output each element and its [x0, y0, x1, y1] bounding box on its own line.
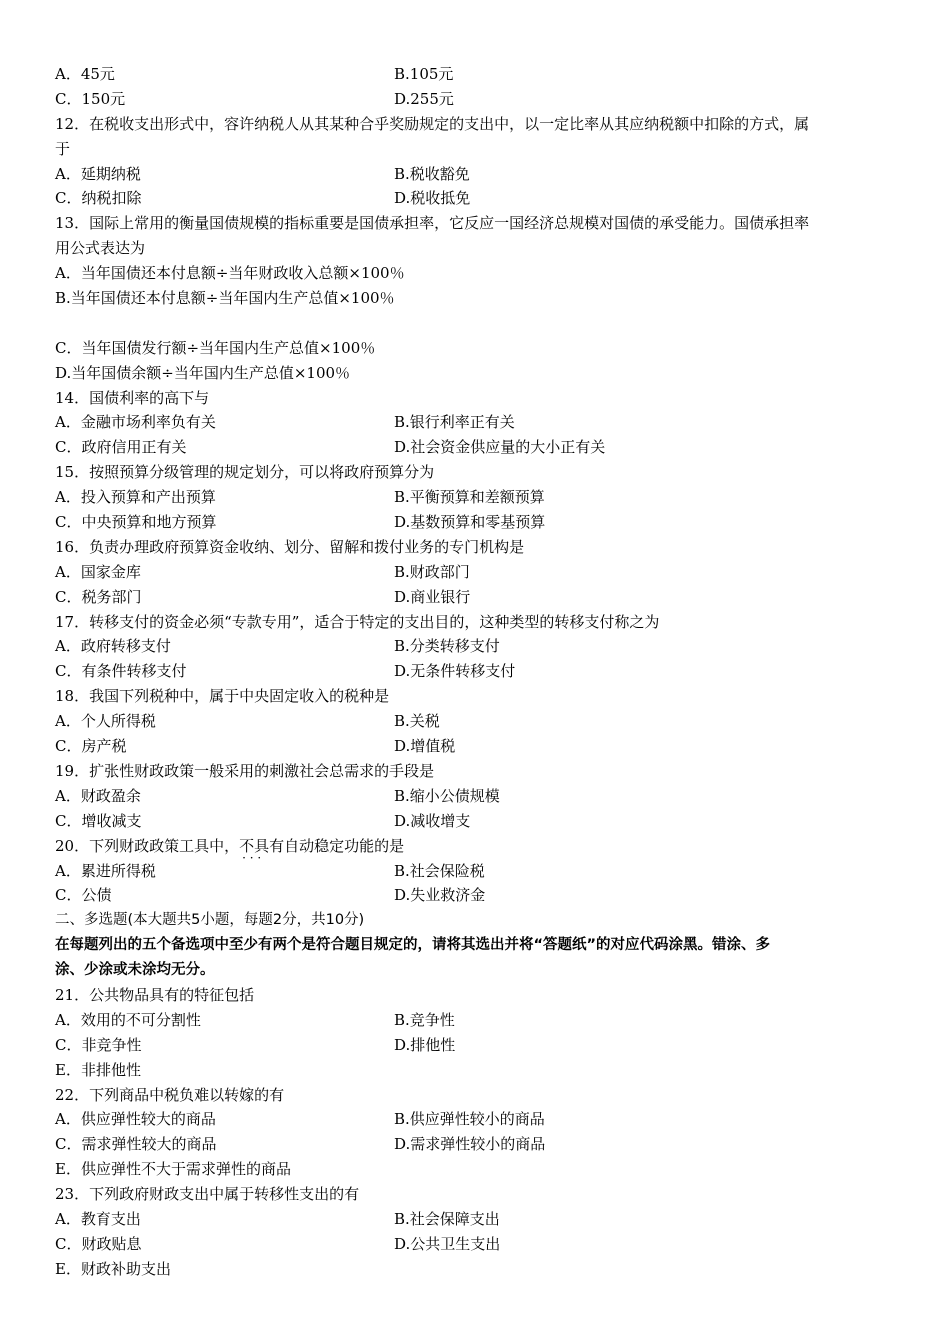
option-left: C．需求弹性较大的商品	[55, 1135, 217, 1154]
option-right: B.分类转移支付	[394, 637, 500, 656]
option-row	[55, 883, 895, 908]
option-right: D.减收增支	[394, 811, 471, 830]
option-row	[55, 62, 895, 87]
option-row	[55, 410, 895, 435]
option-left: C．财政贴息	[55, 1234, 142, 1253]
option-right: D.公共卫生支出	[394, 1234, 501, 1253]
option-row	[55, 87, 895, 112]
option-right: B.社会保障支出	[394, 1209, 500, 1228]
option-row	[55, 162, 895, 187]
section-heading: 二、多选题(本大题共5小题，每题2分，共10分)	[55, 912, 365, 929]
question-text: 自动稳定功能的是	[284, 836, 405, 855]
option-right: B.竞争性	[394, 1010, 455, 1029]
option-left: A．个人所得税	[55, 712, 156, 731]
option-row	[55, 510, 895, 535]
exam-page	[55, 62, 895, 1282]
option-left: A．45元	[55, 65, 115, 83]
option-row	[55, 186, 895, 211]
option-right: D.基数预算和零基预算	[394, 513, 546, 532]
option-right: D.255元	[394, 89, 454, 108]
option-right: B.社会保险税	[394, 861, 485, 880]
question-text: 20．下列财政政策工具中，	[55, 836, 240, 855]
option-row	[55, 859, 895, 884]
option-right: B.关税	[394, 712, 440, 731]
option-right: D.增值税	[394, 737, 456, 756]
option-left: C．非竞争性	[55, 1035, 142, 1054]
question-line: 12．在税收支出形式中，容许纳税人从其某种合乎奖励规定的支出中，以一定比率从其应纳税额中扣除的方式，属	[55, 114, 810, 133]
option-right: B.税收豁免	[394, 164, 470, 183]
option-right: D.需求弹性较小的商品	[394, 1135, 546, 1154]
option-row	[55, 1107, 895, 1132]
option-row	[55, 585, 895, 610]
option-left: A．财政盈余	[55, 786, 141, 805]
option-left: C．公债	[55, 886, 112, 905]
option-left: C．150元	[55, 89, 126, 108]
option-row	[55, 659, 895, 684]
question-line: 16．负责办理政府预算资金收纳、划分、留解和拨付业务的专门机构是	[55, 537, 525, 556]
option-left: A．效用的不可分割性	[55, 1010, 201, 1029]
question-line: 21．公共物品具有的特征包括	[55, 985, 255, 1004]
question-line: 于	[55, 139, 71, 158]
option-left: A．国家金库	[55, 562, 141, 581]
option-row	[55, 485, 895, 510]
option-left: C．有条件转移支付	[55, 662, 187, 681]
option-left: C．纳税扣除	[55, 189, 142, 208]
option-row	[55, 1207, 895, 1232]
option-right: B.缩小公债规模	[394, 786, 500, 805]
option-row	[55, 435, 895, 460]
question-line: 19．扩张性财政政策一般采用的刺激社会总需求的手段是	[55, 761, 435, 780]
question-line: E．财政补助支出	[55, 1259, 171, 1278]
option-right: B.银行利率正有关	[394, 413, 515, 432]
option-right: D.排他性	[394, 1035, 456, 1054]
option-right: D.失业救济金	[394, 886, 486, 905]
question-line: 14．国债利率的高下与	[55, 388, 210, 407]
option-row	[55, 709, 895, 734]
question-line: 用公式表达为	[55, 239, 146, 258]
option-right: B.105元	[394, 65, 454, 83]
question-line: 15．按照预算分级管理的规定划分，可以将政府预算分为	[55, 463, 435, 482]
section-instruction: 涂、少涂或未涂均无分。	[55, 962, 215, 979]
option-row	[55, 1232, 895, 1257]
question-line: 17．转移支付的资金必须“专款专用”，适合于特定的支出目的，这种类型的转移支付称之为	[55, 612, 660, 631]
option-left: A．累进所得税	[55, 861, 156, 880]
option-left: C．政府信用正有关	[55, 438, 187, 457]
option-left: C．房产税	[55, 737, 127, 756]
option-row	[55, 809, 895, 834]
option-row	[55, 1132, 895, 1157]
option-left: A．教育支出	[55, 1209, 141, 1228]
option-row	[55, 560, 895, 585]
option-row	[55, 1008, 895, 1033]
option-right: B.供应弹性较小的商品	[394, 1110, 545, 1129]
option-left: A．供应弹性较大的商品	[55, 1110, 216, 1129]
option-left: C．税务部门	[55, 587, 142, 606]
question-line: B.当年国债还本付息额÷当年国内生产总值×100％	[55, 289, 395, 308]
option-right: B.财政部门	[394, 562, 470, 581]
question-line: 18．我国下列税种中，属于中央固定收入的税种是	[55, 687, 390, 706]
question-line: 23．下列政府财政支出中属于转移性支出的有	[55, 1185, 360, 1204]
question-line: E．非排他性	[55, 1060, 141, 1079]
section-instruction: 在每题列出的五个备选项中至少有两个是符合题目规定的，请将其选出并将“答题纸”的对应代码涂黑。错涂、多	[55, 937, 771, 954]
option-left: C．增收减支	[55, 811, 142, 830]
option-right: D.社会资金供应量的大小正有关	[394, 438, 606, 457]
blank-line	[55, 311, 895, 336]
question-line: 13．国际上常用的衡量国债规模的指标重要是国债承担率，它反应一国经济总规模对国债的承受能力。国债承担率	[55, 214, 810, 233]
option-row	[55, 634, 895, 659]
question-line: D.当年国债余额÷当年国内生产总值×100％	[55, 363, 351, 382]
option-row	[55, 784, 895, 809]
question-line: 22．下列商品中税负难以转嫁的有	[55, 1085, 285, 1104]
question-line: E．供应弹性不大于需求弹性的商品	[55, 1160, 291, 1179]
option-row	[55, 734, 895, 759]
option-right: D.商业银行	[394, 587, 471, 606]
question-line: A．当年国债还本付息额÷当年财政收入总额×100％	[55, 264, 405, 283]
option-left: A．金融市场利率负有关	[55, 413, 216, 432]
question-line	[55, 834, 895, 859]
option-left: C．中央预算和地方预算	[55, 513, 217, 532]
option-left: A．政府转移支付	[55, 637, 171, 656]
option-left: A．延期纳税	[55, 164, 141, 183]
option-left: A．投入预算和产出预算	[55, 488, 216, 507]
option-right: D.税收抵免	[394, 189, 471, 208]
question-line: C．当年国债发行额÷当年国内生产总值×100％	[55, 338, 376, 357]
option-row	[55, 1033, 895, 1058]
emphasis-text: 不具有 · · ·	[239, 837, 284, 855]
option-right: B.平衡预算和差额预算	[394, 488, 545, 507]
option-right: D.无条件转移支付	[394, 662, 516, 681]
